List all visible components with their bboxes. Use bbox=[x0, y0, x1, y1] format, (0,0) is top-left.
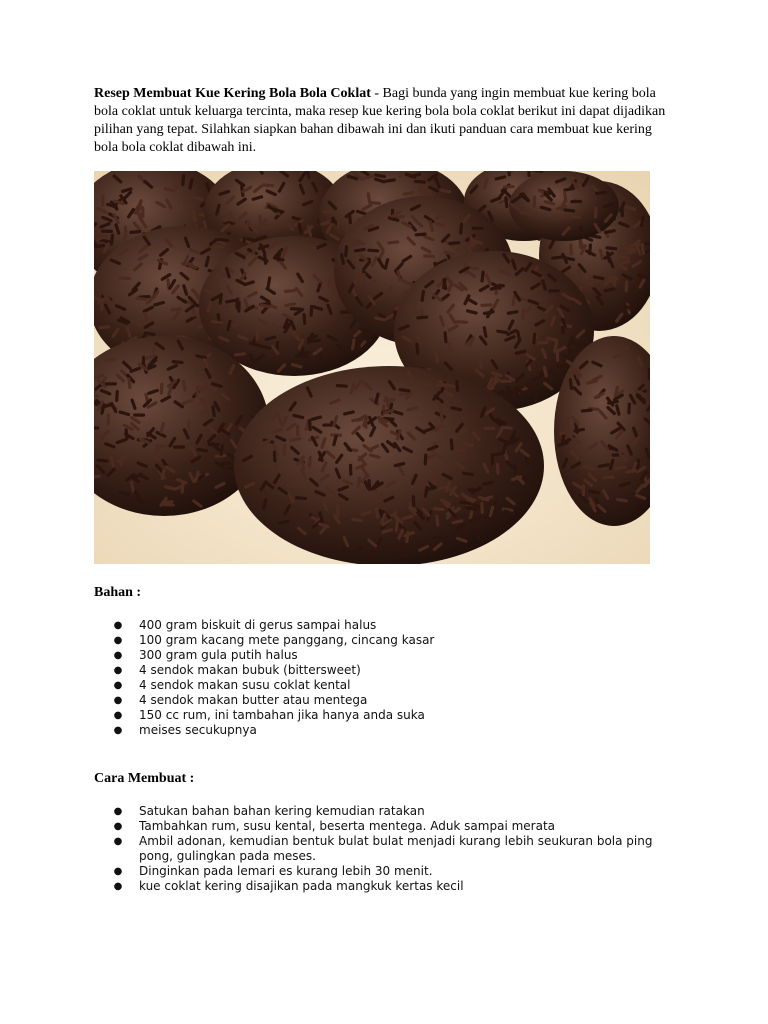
list-item bbox=[113, 819, 683, 834]
bahan-heading: Bahan : bbox=[94, 585, 142, 600]
bullet-icon: ● bbox=[113, 710, 123, 721]
list-item-text: Satukan bahan bahan kering kemudian ratakan bbox=[139, 804, 425, 818]
bullet-icon: ● bbox=[113, 725, 123, 736]
bullet-icon: ● bbox=[113, 836, 123, 847]
list-item bbox=[113, 633, 683, 648]
cara-membuat-heading: Cara Membuat : bbox=[94, 771, 195, 786]
list-item-text: 150 cc rum, ini tambahan jika hanya anda suka bbox=[139, 708, 425, 722]
list-item-text: meises secukupnya bbox=[139, 723, 257, 737]
list-item-text: Dinginkan pada lemari es kurang lebih 30 menit. bbox=[139, 864, 433, 878]
bullet-icon: ● bbox=[113, 881, 123, 892]
list-item-text: 4 sendok makan susu coklat kental bbox=[139, 678, 351, 692]
list-item bbox=[113, 723, 683, 738]
list-item-text: 4 sendok makan bubuk (bittersweet) bbox=[139, 663, 361, 677]
list-item bbox=[113, 804, 683, 819]
list-item bbox=[113, 648, 683, 663]
list-item bbox=[113, 678, 683, 693]
list-item bbox=[113, 834, 683, 864]
list-item-text: 100 gram kacang mete panggang, cincang kasar bbox=[139, 633, 435, 647]
list-item-text: kue coklat kering disajikan pada mangkuk kertas kecil bbox=[139, 879, 464, 893]
intro-text: - Bagi bunda yang ingin membuat kue kering bola bola coklat untuk keluarga tercinta, maka resep kue kering bola bola coklat berikut ini dapat dijadikan pilihan yang tepat. Silahkan siapkan bahan dibawah ini dan ikuti panduan cara membuat kue kering bola bola coklat dibawah ini. bbox=[94, 86, 666, 155]
bullet-icon: ● bbox=[113, 695, 123, 706]
list-item-text: 300 gram gula putih halus bbox=[139, 648, 298, 662]
cara-membuat-list bbox=[113, 804, 683, 894]
list-item-text: 4 sendok makan butter atau mentega bbox=[139, 693, 368, 707]
list-item bbox=[113, 663, 683, 678]
chocolate-balls-photo bbox=[94, 171, 650, 564]
list-item bbox=[113, 693, 683, 708]
bahan-list bbox=[113, 618, 683, 738]
intro-paragraph bbox=[94, 85, 674, 157]
list-item bbox=[113, 618, 683, 633]
bullet-icon: ● bbox=[113, 821, 123, 832]
list-item bbox=[113, 864, 683, 879]
list-item-text: Tambahkan rum, susu kental, beserta mentega. Aduk sampai merata bbox=[139, 819, 556, 833]
bullet-icon: ● bbox=[113, 620, 123, 631]
bullet-icon: ● bbox=[113, 665, 123, 676]
list-item bbox=[113, 879, 683, 894]
bullet-icon: ● bbox=[113, 866, 123, 877]
bullet-icon: ● bbox=[113, 650, 123, 661]
bullet-icon: ● bbox=[113, 806, 123, 817]
list-item bbox=[113, 708, 683, 723]
recipe-title: Resep Membuat Kue Kering Bola Bola Coklat bbox=[94, 86, 371, 101]
bullet-icon: ● bbox=[113, 680, 123, 691]
list-item-text: 400 gram biskuit di gerus sampai halus bbox=[139, 618, 377, 632]
list-item-text: Ambil adonan, kemudian bentuk bulat bulat menjadi kurang lebih seukuran bola ping pong, gulingkan pada meses. bbox=[139, 834, 653, 863]
bullet-icon: ● bbox=[113, 635, 123, 646]
